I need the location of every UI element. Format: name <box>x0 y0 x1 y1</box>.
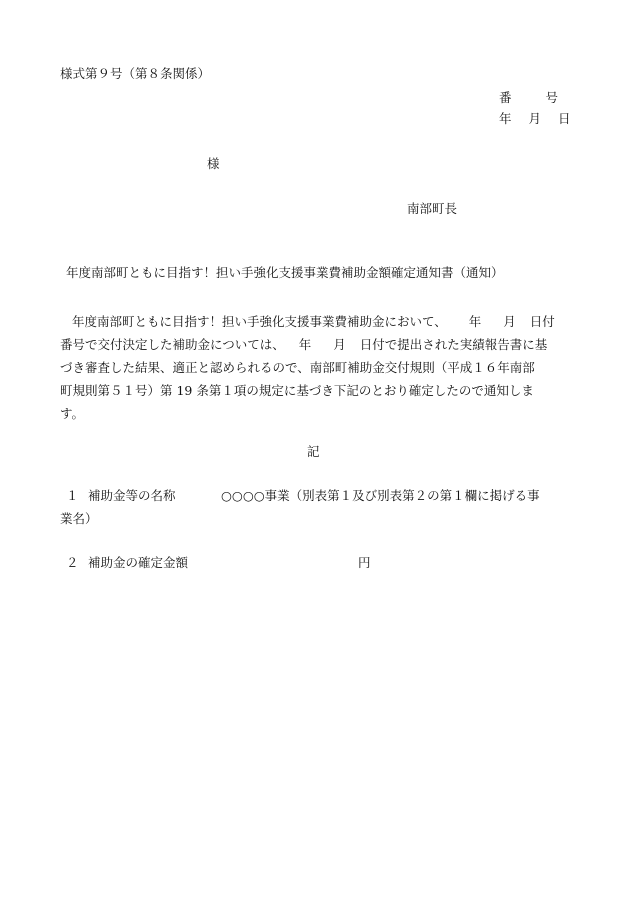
body-line-4: 町規則第５１号）第 19 条第１項の規定に基づき下記のとおり確定したので通知しま <box>60 383 534 398</box>
document-number-field <box>499 92 558 105</box>
body-line-1 <box>60 310 580 333</box>
item-number: ２ <box>66 555 79 570</box>
date-year-label: 年 <box>499 111 512 126</box>
body-line-2-text: 番号で交付決定した補助金については、 <box>60 337 285 352</box>
notice-title: 年度南部町ともに目指す！担い手強化支援事業費補助金額確定通知書（通知） <box>66 265 504 280</box>
item-number: １ <box>66 488 79 503</box>
body-line-1-day: 日付 <box>529 314 555 329</box>
body-line-2-month: 月 <box>333 337 346 352</box>
addressee: 様 <box>207 156 220 171</box>
body-paragraph <box>60 310 580 425</box>
body-line-1-year: 年 <box>468 314 482 329</box>
body-line-5: す。 <box>60 406 85 421</box>
body-line-2-year: 年 <box>298 337 312 352</box>
item-label: 補助金等の名称 <box>88 488 176 503</box>
item-label: 補助金の確定金額 <box>88 555 189 570</box>
document-date-field <box>499 113 571 126</box>
item-value: 円 <box>358 555 371 570</box>
date-day-label: 日 <box>558 111 571 126</box>
body-line-2-rest: 日付で提出された実績報告書に基 <box>359 337 548 352</box>
sender-name: 南部町長 <box>407 201 458 216</box>
date-month-label: 月 <box>528 111 542 126</box>
item-confirmed-amount <box>66 557 371 570</box>
body-line-1-month: 月 <box>503 314 516 329</box>
body-line-1-text: 年度南部町ともに目指す！担い手強化支援事業費補助金において、 <box>72 314 447 329</box>
body-line-3: づき審査した結果、適正と認められるので、南部町補助金交付規則（平成１６年南部 <box>60 360 535 375</box>
document-number-label-2: 号 <box>545 90 559 105</box>
body-line-2 <box>60 333 580 356</box>
form-number: 様式第９号（第８条関係） <box>60 66 211 81</box>
document-number-label-1: 番 <box>499 90 512 105</box>
ki-heading: 記 <box>307 444 320 459</box>
item-value: ○○○○事業（別表第１及び別表第２の第１欄に掲げる事 <box>221 488 540 503</box>
item-subsidy-name-continued: 業名） <box>60 511 98 526</box>
item-subsidy-name <box>66 490 540 503</box>
